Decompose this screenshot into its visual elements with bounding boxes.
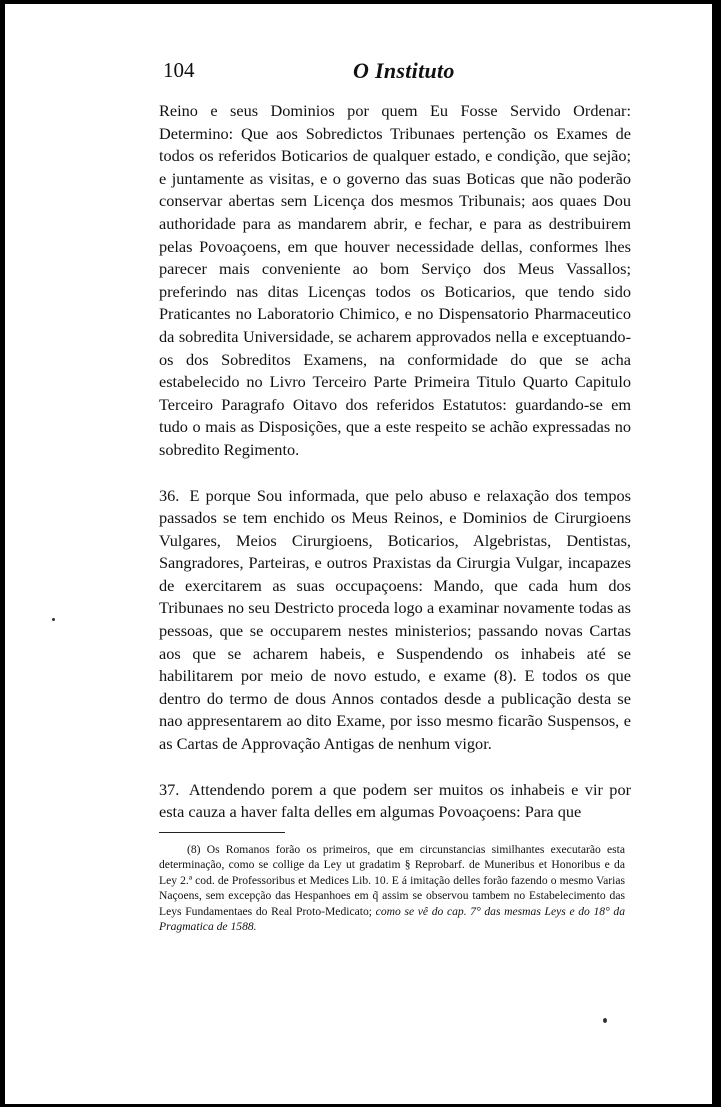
paragraph-number-36: 36.: [159, 485, 180, 505]
footnote-text: (8) Os Romanos forão os primeiros, que em circunstancias similhantes executarão esta determinação, como se collige da Ley ut gradatim § Reprobarf. de Muneribus et Honoribus e da Ley 2.ª cod. de Professoribus et Medices Lib. 10. E á imitação delles forão fazendo o mesmo Varias Naçoens, sem excepção das Hespanhoes em q̃ assim se observou tambem no Estabelecimento das Leys Fundamentaes do Real Proto-Medicato;: [159, 843, 625, 918]
running-title: O Instituto: [353, 58, 455, 83]
page-number: 104: [163, 58, 195, 82]
scan-border-right: [712, 0, 721, 1107]
scan-border-left: [0, 0, 5, 1107]
body-text: [159, 100, 631, 824]
paragraph-37: [159, 779, 631, 824]
paragraph-number-37: 37.: [159, 779, 180, 799]
footnote-8: [159, 842, 625, 934]
scan-speck: [52, 618, 55, 621]
paragraph-36-text: E porque Sou informada, que pelo abuso e relaxação dos tempos passados se tem enchido os Meus Reinos, e Dominios de Cirurgioens Vulgares, Meios Cirurgioens, Boticarios, Algebristas, Dentistas, Sangradores, Parteiras, e outros Praxistas da Cirurgia Vulgar, incapazes de exercitarem as suas occupaçoens: Mando, que cada hum dos Tribunaes no seu Destricto proceda logo a examinar novamente todas as pessoas, que se occuparem nestes ministerios; passando novas Cartas aos que se acharem habeis, e Suspendendo os inhabeis até se habilitarem por meio de novo estudo, e exame (8). E todos os que dentro do termo de dous Annos contados desde a publicação desta se nao appresentarem ao dito Exame, por isso mesmo ficarão Suspensos, e as Cartas de Approvação Antigas de nenhum vigor.: [159, 485, 631, 754]
paragraph-37-text: Attendendo porem a que podem ser muitos os inhabeis e vir por esta cauza a haver falta delles em algumas Povoaçoens: Para que: [159, 779, 632, 822]
scan-border-top: [0, 0, 721, 4]
paragraph-continuation: Reino e seus Dominios por quem Eu Fosse Servido Ordenar: Determino: Que aos Sobredictos Tribunaes pertenção os Exames de todos os referidos Boticarios de qualquer estado, e condição, que sejão; e juntamente as visitas, e o governo das suas Boticas que não poderão conservar abertas sem Licença dos mesmos Tribunais; aos quaes Dou authoridade para as mandarem abrir, e fechar, e para as destribuirem pelas Povoaçoens, em que houver necessidade dellas, conformes lhes parecer mais conveniente ao bom Serviço dos Meus Vassallos; preferindo nas ditas Licenças todos os Boticarios, que tendo sido Praticantes no Laboratorio Chimico, e no Dispensatorio Pharmaceutico da sobredita Universidade, se acharem approvados nella e exceptuando-os dos Sobreditos Examens, na conformidade do que se acha estabelecido no Livro Terceiro Parte Primeira Titulo Quarto Capitulo Terceiro Paragrafo Oitavo dos referidos Estatutos: guardando-se em tudo o mais as Disposições, que a este respeito se achão expressadas no sobredito Regimento.: [159, 101, 631, 459]
paragraph-36: [159, 485, 631, 756]
scan-speck: [603, 1018, 607, 1023]
page-header: [163, 58, 633, 88]
footnote-divider: [159, 832, 285, 833]
footnote-citation: como se vê do cap. 7° das mesmas Leys e do 18° da Pragmatica de 1588.: [159, 904, 625, 934]
